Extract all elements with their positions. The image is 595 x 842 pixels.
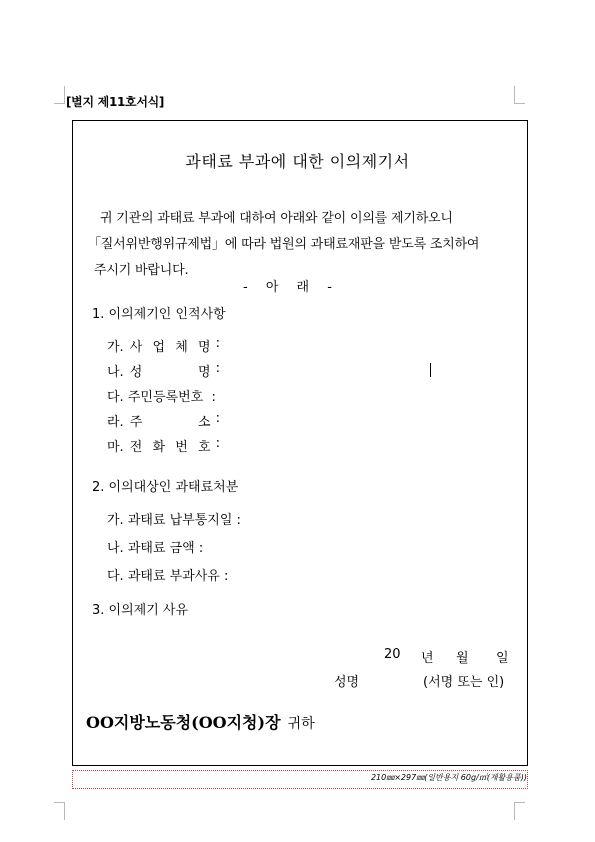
field-fine-reason[interactable]: 다. 과태료 부과사유 : xyxy=(107,569,229,584)
field-colon: : xyxy=(215,361,220,376)
field-prefix: 라. xyxy=(107,415,124,430)
field-colon: : xyxy=(215,411,220,426)
date-year-unit: 년 xyxy=(421,651,434,666)
date-month-unit: 월 xyxy=(456,651,469,666)
field-phone[interactable] xyxy=(107,436,220,455)
section-heading-1: 1. 이의제기인 인적사항 xyxy=(92,307,226,322)
paper-spec: 210㎜×297㎜(일반용지 60g/㎡(재활용품)) xyxy=(370,773,527,782)
recipient-agency: OO지방노동청(OO지청)장 xyxy=(86,713,281,732)
field-label-spread xyxy=(130,336,211,355)
section-heading-3: 3. 이의제기 사유 xyxy=(92,603,189,618)
field-prefix: 가. xyxy=(107,340,124,355)
date-day-unit: 일 xyxy=(496,651,509,666)
crop-mark xyxy=(514,103,525,104)
intro-line: 귀 기관의 과태료 부과에 대하여 아래와 같이 이의를 제기하오니 xyxy=(100,211,453,226)
signature-name-label: 성명 xyxy=(334,675,360,690)
below-marker: - 아 래 - xyxy=(243,280,332,295)
field-label: 주민등록번호 xyxy=(127,390,204,405)
label-char: 화 xyxy=(152,440,166,455)
crop-mark xyxy=(64,86,65,104)
field-prefix: 다. xyxy=(107,390,124,405)
intro-paragraph xyxy=(88,206,520,284)
crop-mark xyxy=(54,103,65,104)
recipient-suffix: 귀하 xyxy=(287,716,315,732)
label-char: 소 xyxy=(198,415,211,430)
field-colon: : xyxy=(215,436,220,451)
field-colon: : xyxy=(215,336,220,351)
field-label-spread xyxy=(130,361,211,380)
intro-line: 주시기 바랍니다. xyxy=(94,263,189,278)
label-char: 명 xyxy=(198,340,211,355)
field-address[interactable] xyxy=(107,411,220,430)
label-char: 번 xyxy=(175,440,188,455)
crop-mark xyxy=(514,802,515,820)
signature-hint: (서명 또는 인) xyxy=(423,675,505,690)
label-char: 사 xyxy=(129,340,143,355)
field-label-spread xyxy=(130,411,211,430)
intro-line: 「질서위반행위규제법」에 따라 법원의 과태료재판을 받도록 조치하여 xyxy=(88,237,480,252)
document-title: 과태료 부과에 대한 이의제기서 xyxy=(185,152,410,171)
crop-mark xyxy=(514,802,525,803)
field-colon: : xyxy=(207,390,216,405)
field-label-spread xyxy=(130,436,211,455)
date-year[interactable]: 20 xyxy=(384,647,401,662)
section-heading-2: 2. 이의대상인 과태료처분 xyxy=(92,480,239,495)
field-notice-date[interactable]: 가. 과태료 납부통지일 : xyxy=(107,513,241,528)
label-char: 호 xyxy=(198,440,211,455)
field-prefix: 마. xyxy=(107,440,124,455)
recipient-line xyxy=(86,710,315,733)
field-resident-number[interactable] xyxy=(107,386,216,405)
label-char: 주 xyxy=(129,415,143,430)
label-char: 체 xyxy=(175,340,188,355)
field-fine-amount[interactable]: 나. 과태료 금액 : xyxy=(107,541,204,556)
label-char: 업 xyxy=(152,340,166,355)
text-cursor xyxy=(430,363,431,377)
field-business-name[interactable] xyxy=(107,336,220,355)
crop-mark xyxy=(64,802,65,820)
label-char: 전 xyxy=(129,440,143,455)
crop-mark xyxy=(514,86,515,104)
label-char: 명 xyxy=(198,365,211,380)
field-prefix: 나. xyxy=(107,365,124,380)
field-name[interactable] xyxy=(107,361,220,380)
label-char: 성 xyxy=(129,365,143,380)
form-number-label: [별지 제11호서식] xyxy=(66,95,165,109)
crop-mark xyxy=(54,802,65,803)
